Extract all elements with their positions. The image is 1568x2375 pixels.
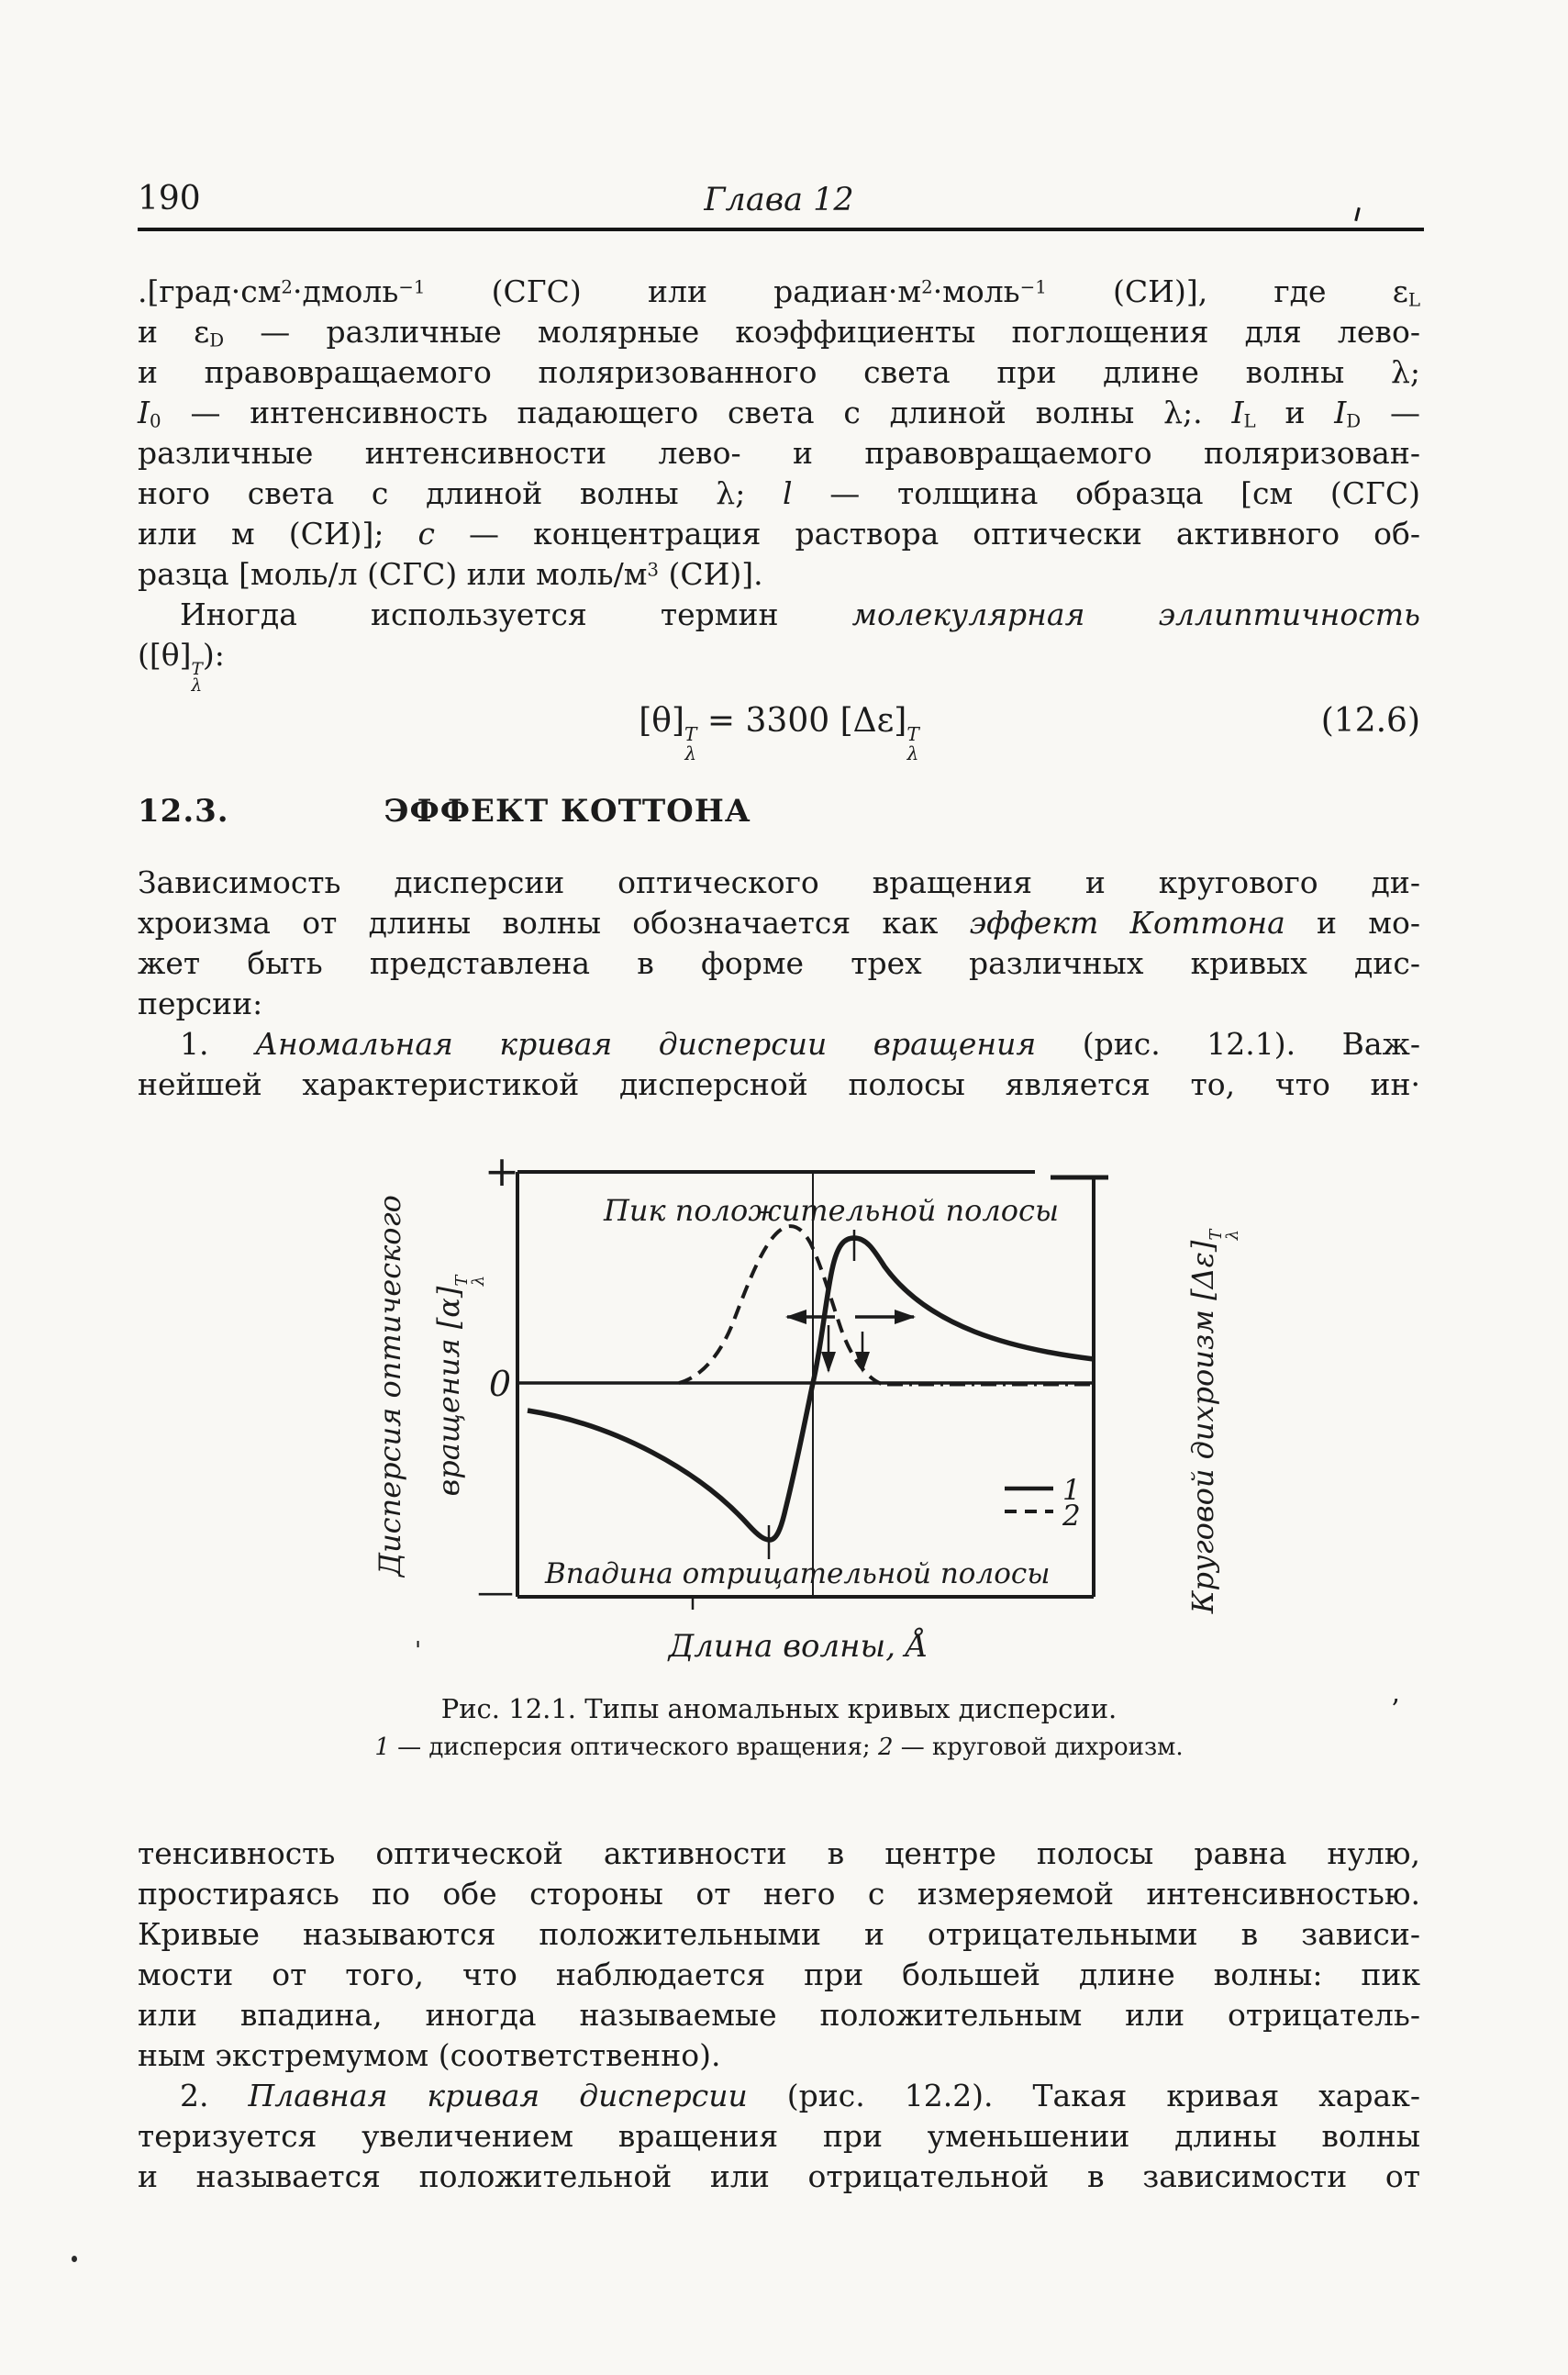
minus-sign: — [477, 1571, 514, 1613]
text-line: жет быть представлена в форме трех различных кривых дис- [138, 945, 1420, 981]
chapter-title: Глава 12 [704, 182, 854, 218]
legend-label-2: 2 [1062, 1500, 1081, 1533]
text-line: Кривые называются положительными и отрицательными в зависи- [138, 1916, 1420, 1952]
trough-band-label: Впадина отрицательной полосы [545, 1557, 1051, 1590]
equation-number: (12.6) [1320, 702, 1420, 740]
text-line: или м (СИ)]; с — концентрация раствора оптически активного об- [138, 516, 1420, 552]
text-line: и правовращаемого поляризованного света при длине волны λ; [138, 354, 1420, 390]
left-y-axis-label-line1: Дисперсия оптического [373, 1195, 407, 1577]
paragraph-3 [138, 1834, 1420, 2197]
left-y-axis-label [361, 1156, 489, 1615]
scan-speck: ’ [1391, 1694, 1400, 1726]
ord-curve [528, 1238, 1094, 1540]
legend-label-1: 1 [1062, 1474, 1081, 1507]
text-line: ного света с длиной волны λ; l — толщина образца [см (СГС) [138, 475, 1420, 511]
x-axis-label: Длина волны, Å [668, 1628, 929, 1665]
scan-speck [72, 2256, 77, 2262]
text-line: различные интенсивности лево- и правовращаемого поляризован- [138, 435, 1420, 471]
figure-caption-title: Рис. 12.1. Типы аномальных кривых дисперсии. [440, 1693, 1118, 1724]
text-line: $.[град\cdot см^2\cdot дмоль^{-1}$ (СГС) или $радиан\cdot м^2\cdot моль^{-1}$ (СИ)], где $\varepsilon_L$ [138, 273, 1420, 311]
left-y-axis-label-line2: вращения [α] T λ [431, 1275, 489, 1497]
text-line: Иногда используется термин молекулярная эллиптичность [180, 597, 1420, 632]
section-heading [138, 793, 1420, 830]
text-line: тенсивность оптической активности в центре полосы равна нулю, [138, 1835, 1420, 1871]
text-line: нейшей характеристикой дисперсной полосы является то, что ин· [138, 1066, 1420, 1102]
figure-caption-legend: 1 — дисперсия оптического вращения; 2 — круговой дихроизм. [374, 1734, 1184, 1761]
page-number: 190 [138, 180, 201, 217]
text-line: персии: [138, 986, 263, 1021]
text-line: разца [моль/л (СГС) или моль/$м^3$ (СИ)]. [138, 556, 763, 592]
equation-formula: [θ] T λ = 3300 [Δε] T λ [639, 702, 919, 764]
text-line: теризуется увеличением вращения при уменьшении длины волны [138, 2118, 1420, 2154]
text-line: 2. Плавная кривая дисперсии (рис. 12.2). Такая кривая харак- [180, 2078, 1420, 2113]
cd-curve [679, 1226, 887, 1386]
text-line: ным экстремумом (соответственно). [138, 2037, 721, 2073]
text-line: и называется положительной или отрицательной в зависимости от [138, 2158, 1420, 2194]
paragraph-1 [138, 272, 1420, 697]
text-line: или впадина, иногда называемые положительным или отрицатель- [138, 1997, 1420, 2033]
text-line: мости от того, что наблюдается при большей длине волны: пик [138, 1957, 1420, 1992]
text-line: простираясь по обе стороны от него с измеряемой интенсивностью. [138, 1876, 1420, 1912]
text-line: Зависимость дисперсии оптического вращения и кругового ди- [138, 864, 1420, 900]
text-line: и $\varepsilon_D$ — различные молярные коэффициенты поглощения для лево- [138, 314, 1420, 351]
text-line: хроизма от длины волны обозначается как эффект Коттона и мо- [138, 905, 1420, 941]
paragraph-2 [138, 863, 1420, 1105]
peak-band-label: Пик положительной полосы [604, 1193, 1059, 1228]
section-title: ЭФФЕКТ КОТТОНА [384, 793, 751, 830]
header-rule [138, 228, 1424, 231]
section-number: 12.3. [138, 793, 229, 830]
text-line: 1. Аномальная кривая дисперсии вращения (рис. 12.1). Важ- [180, 1026, 1421, 1062]
text-line: $I_0$ — интенсивность падающего света с длиной волны λ;. $I_L$ и $I_D$ — [138, 395, 1420, 432]
equation-row [138, 696, 1420, 764]
text-line: ([θ] T λ ): [138, 637, 225, 697]
plus-sign: + [484, 1147, 520, 1196]
figure-caption [138, 1692, 1420, 1762]
right-y-axis-label: Круговой дихроизм [Δε] T λ [1185, 1229, 1243, 1614]
zero-label: 0 [488, 1364, 511, 1404]
scan-speck: ' [415, 1637, 422, 1665]
